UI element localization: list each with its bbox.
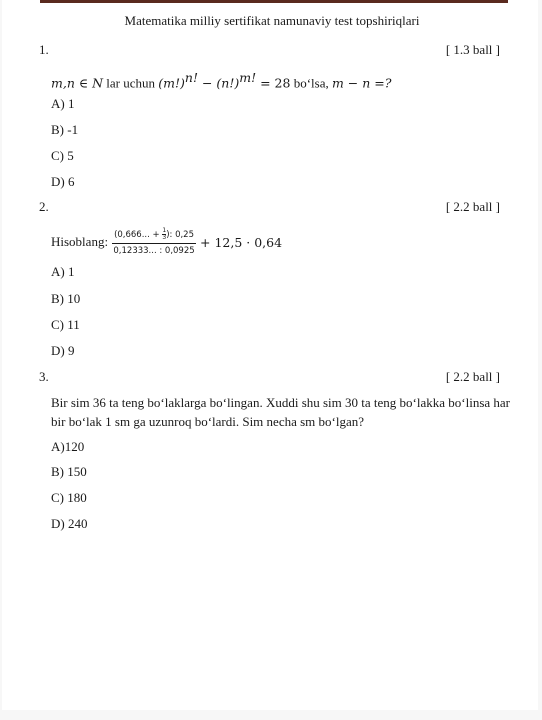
q2-mini-den: 3	[162, 234, 167, 241]
q2-option-c[interactable]: C) 11	[51, 317, 80, 332]
q1-lhs-b: (n!)	[216, 75, 240, 91]
q1-rhs: = 28	[256, 75, 291, 91]
header-rule	[40, 0, 508, 3]
q2-numerator	[112, 228, 196, 244]
q1-option-b[interactable]: B) -1	[51, 122, 79, 137]
q3-option-d[interactable]: D) 240	[51, 516, 88, 531]
q2-mini-num: 1	[162, 227, 167, 234]
q2-option-b[interactable]: B) 10	[51, 291, 81, 306]
q3-option-c[interactable]: C) 180	[51, 490, 87, 505]
question-3-text: Bir sim 36 ta teng bo‘laklarga bo‘lingan. Xuddi shu sim 30 ta teng bo‘lakka bo‘linsa har bir bo‘lak 1 sm ga uzunroq bo‘lardi. Sim necha sm bo‘lgan?	[51, 395, 511, 429]
q1-minus: −	[197, 75, 217, 91]
q2-option-a[interactable]: A) 1	[51, 264, 75, 279]
q1-exp-b: m!	[239, 70, 257, 85]
question-3-number: 3.	[39, 369, 49, 384]
question-1-text	[51, 70, 391, 91]
q1-mid: lar uchun	[103, 75, 159, 91]
q2-label: Hisoblang:	[51, 234, 109, 249]
q1-option-c[interactable]: C) 5	[51, 148, 74, 163]
q1-option-d[interactable]: D) 6	[51, 174, 75, 189]
document-title: Matematika milliy sertifikat namunaviy test topshiriqlari	[124, 13, 420, 28]
q2-num-b: ): 0,25	[166, 230, 194, 240]
q2-tail: + 12,5 · 0,64	[200, 234, 283, 250]
q1-vars: m,n ∈ N	[51, 75, 104, 91]
question-2-text	[51, 228, 282, 256]
q2-option-d[interactable]: D) 9	[51, 343, 75, 358]
q3-option-a[interactable]: A)120	[51, 439, 85, 454]
q1-option-a[interactable]: A) 1	[51, 96, 75, 111]
q2-num-a: (0,666... +	[114, 230, 163, 240]
q1-lhs-a: (m!)	[158, 75, 185, 91]
question-3-score: [ 2.2 ball ]	[445, 369, 500, 384]
q1-ask: m − n =?	[331, 75, 392, 91]
q2-denominator: 0,12333... : 0,0925	[113, 246, 195, 256]
question-2-score: [ 2.2 ball ]	[445, 199, 500, 214]
document-page	[2, 0, 538, 710]
q2-fraction	[112, 228, 196, 256]
question-2-number: 2.	[39, 199, 49, 214]
question-1-number: 1.	[39, 42, 49, 57]
q1-exp-a: n!	[184, 70, 198, 85]
q1-tail: bo‘lsa,	[290, 75, 332, 91]
q3-option-b[interactable]: B) 150	[51, 464, 87, 479]
question-1-score: [ 1.3 ball ]	[445, 42, 500, 57]
